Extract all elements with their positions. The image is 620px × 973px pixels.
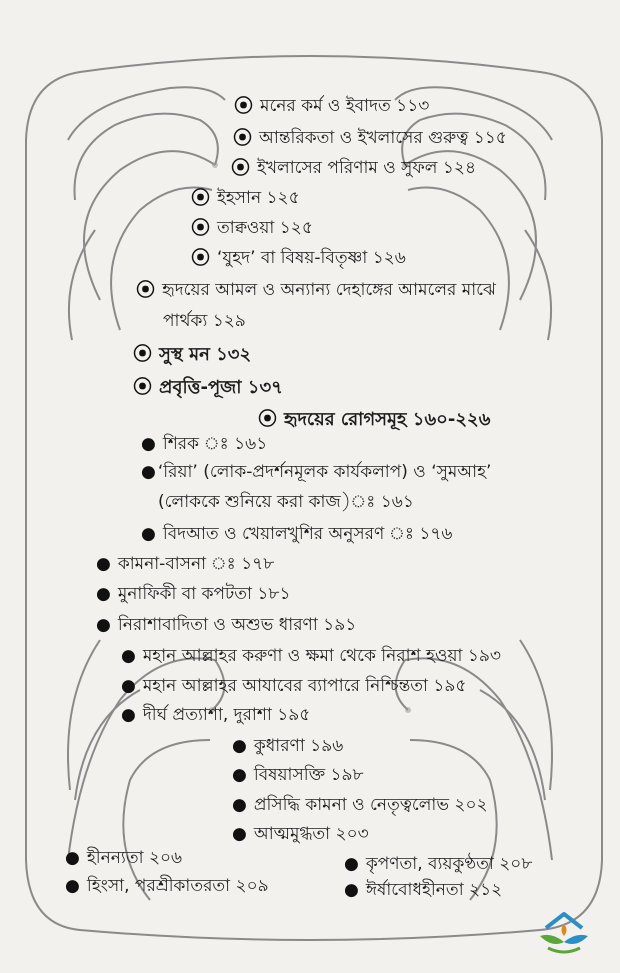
toc-entry bbox=[96, 617, 356, 634]
dot-bullet-icon: ● bbox=[344, 854, 359, 874]
toc-entry bbox=[141, 526, 452, 543]
toc-entry-text: ইখলাসের পরিণাম ও সুফল ১২৪ bbox=[257, 158, 476, 178]
circle-bullet-icon: ⦿ bbox=[191, 217, 211, 239]
toc-entry bbox=[136, 281, 496, 300]
circle-bullet-icon: ⦿ bbox=[133, 343, 153, 365]
dot-bullet-icon: ● bbox=[232, 824, 247, 844]
toc-entry bbox=[133, 345, 251, 364]
dot-bullet-icon: ● bbox=[232, 765, 247, 785]
logo-leaf-left bbox=[540, 935, 564, 944]
toc-entry bbox=[96, 586, 290, 603]
dot-bullet-icon: ● bbox=[121, 646, 136, 666]
toc-entry-text: হৃদয়ের আমল ও অন্যান্য দেহাঙ্গের আমলের মাঝে bbox=[162, 280, 496, 300]
dot-bullet-icon: ● bbox=[65, 848, 80, 868]
toc-entry-text: কামনা-বাসনা ঃ ১৭৮ bbox=[117, 554, 275, 574]
dot-bullet-icon: ● bbox=[232, 736, 247, 756]
circle-bullet-icon: ⦿ bbox=[231, 157, 251, 179]
circle-bullet-icon: ⦿ bbox=[233, 127, 253, 149]
toc-entry bbox=[141, 464, 491, 481]
toc-entry bbox=[141, 436, 267, 453]
dot-bullet-icon: ● bbox=[121, 705, 136, 725]
toc-entry-text: প্রসিদ্ধি কামনা ও নেতৃত্বলোভ ২০২ bbox=[253, 795, 488, 815]
dot-bullet-icon: ● bbox=[65, 876, 80, 896]
toc-entry-text: ‘যুহদ’ বা বিষয়-বিতৃষ্ণা ১২৬ bbox=[217, 248, 406, 268]
toc-entry-text: ইহসান ১২৫ bbox=[217, 188, 300, 208]
toc-entry-text: হৃদয়ের রোগসমূহ ১৬০-২২৬ bbox=[284, 408, 491, 430]
toc-entry-text: নিরাশাবাদিতা ও অশুভ ধারণা ১৯১ bbox=[117, 615, 357, 635]
dot-bullet-icon: ● bbox=[141, 462, 156, 482]
toc-entry-text: সুস্থ মন ১৩২ bbox=[159, 343, 252, 365]
dot-bullet-icon: ● bbox=[141, 524, 156, 544]
publisher-logo-icon bbox=[536, 906, 592, 956]
toc-entry bbox=[121, 707, 310, 724]
toc-entry-text: মনের কর্ম ও ইবাদত ১১৩ bbox=[260, 96, 430, 116]
toc-entry bbox=[191, 219, 313, 238]
circle-bullet-icon: ⦿ bbox=[136, 279, 156, 301]
toc-entry bbox=[121, 648, 501, 665]
toc-entry-text: মহান আল্লাহর করুণা ও ক্ষমা থেকে নিরাশ হওয়া ১৯৩ bbox=[142, 646, 501, 666]
toc-entry bbox=[232, 826, 369, 843]
toc-entry-continuation: (লোককে শুনিয়ে করা কাজ)ঃ ১৬১ bbox=[158, 492, 414, 512]
toc-section-heading bbox=[258, 410, 490, 429]
toc-entry-text: ঈর্ষাবোধহীনতা ২১২ bbox=[365, 880, 503, 900]
toc-entry-text: কুধারণা ১৯৬ bbox=[253, 736, 344, 756]
toc-entry-text: মুনাফিকী বা কপটতা ১৮১ bbox=[117, 584, 291, 604]
toc-entry-text: হিংসা, পরশ্রীকাতরতা ২০৯ bbox=[86, 876, 269, 896]
toc-entry bbox=[65, 878, 269, 895]
circle-bullet-icon: ⦿ bbox=[191, 247, 211, 269]
toc-entry-text: শিরক ঃ ১৬১ bbox=[162, 434, 268, 454]
toc-entry-text: বিদআত ও খেয়ালখুশির অনুসরণ ঃ ১৭৬ bbox=[162, 524, 453, 544]
toc-entry bbox=[121, 678, 466, 695]
circle-bullet-icon: ⦿ bbox=[258, 408, 278, 430]
dot-bullet-icon: ● bbox=[232, 795, 247, 815]
toc-entry-continuation: পার্থক্য ১২৯ bbox=[163, 311, 246, 331]
toc-entry bbox=[234, 97, 429, 116]
toc-entry-text: বিষয়াসক্তি ১৯৮ bbox=[253, 765, 364, 785]
circle-bullet-icon: ⦿ bbox=[191, 187, 211, 209]
toc-entry bbox=[232, 767, 364, 784]
toc-entry bbox=[231, 159, 476, 178]
toc-entry bbox=[65, 850, 182, 867]
toc-entry-text: দীর্ঘ প্রত্যাশা, দুরাশা ১৯৫ bbox=[142, 705, 311, 725]
toc-entry bbox=[232, 797, 488, 814]
toc-entry bbox=[191, 249, 406, 268]
toc-entry-text: কৃপণতা, ব্যয়কুণ্ঠতা ২০৮ bbox=[365, 854, 533, 874]
logo-leaf-right bbox=[564, 935, 588, 944]
toc-entry-text: মহান আল্লাহর আযাবের ব্যাপারে নিশ্চিন্ততা ১৯৫ bbox=[142, 676, 467, 696]
toc-entry-text: ‘রিয়া’ (লোক-প্রদর্শনমূলক কার্যকলাপ) ও ‘সুমআহ’ bbox=[157, 462, 492, 482]
circle-bullet-icon: ⦿ bbox=[234, 95, 254, 117]
toc-entry-text: তাক্বওয়া ১২৫ bbox=[217, 218, 313, 238]
toc-entry bbox=[191, 189, 300, 208]
toc-entry bbox=[96, 556, 274, 573]
toc-entry-text: হীনন্যতা ২০৬ bbox=[86, 848, 183, 868]
dot-bullet-icon: ● bbox=[121, 676, 136, 696]
logo-flame bbox=[562, 924, 567, 936]
toc-entry bbox=[133, 378, 283, 397]
toc-entry bbox=[232, 738, 343, 755]
toc-entry bbox=[344, 856, 532, 873]
toc-entry-text: আন্তরিকতা ও ইখলাসের গুরুত্ব ১১৫ bbox=[259, 128, 507, 148]
dot-bullet-icon: ● bbox=[96, 554, 111, 574]
toc-entry-text: আত্মমুগ্ধতা ২০৩ bbox=[253, 824, 369, 844]
dot-bullet-icon: ● bbox=[96, 615, 111, 635]
toc-entry bbox=[344, 882, 502, 899]
dot-bullet-icon: ● bbox=[344, 880, 359, 900]
dot-bullet-icon: ● bbox=[141, 434, 156, 454]
toc-entry-text: প্রবৃত্তি-পূজা ১৩৭ bbox=[159, 376, 283, 398]
circle-bullet-icon: ⦿ bbox=[133, 376, 153, 398]
logo-base bbox=[548, 948, 580, 952]
toc-entry bbox=[233, 129, 507, 148]
dot-bullet-icon: ● bbox=[96, 584, 111, 604]
